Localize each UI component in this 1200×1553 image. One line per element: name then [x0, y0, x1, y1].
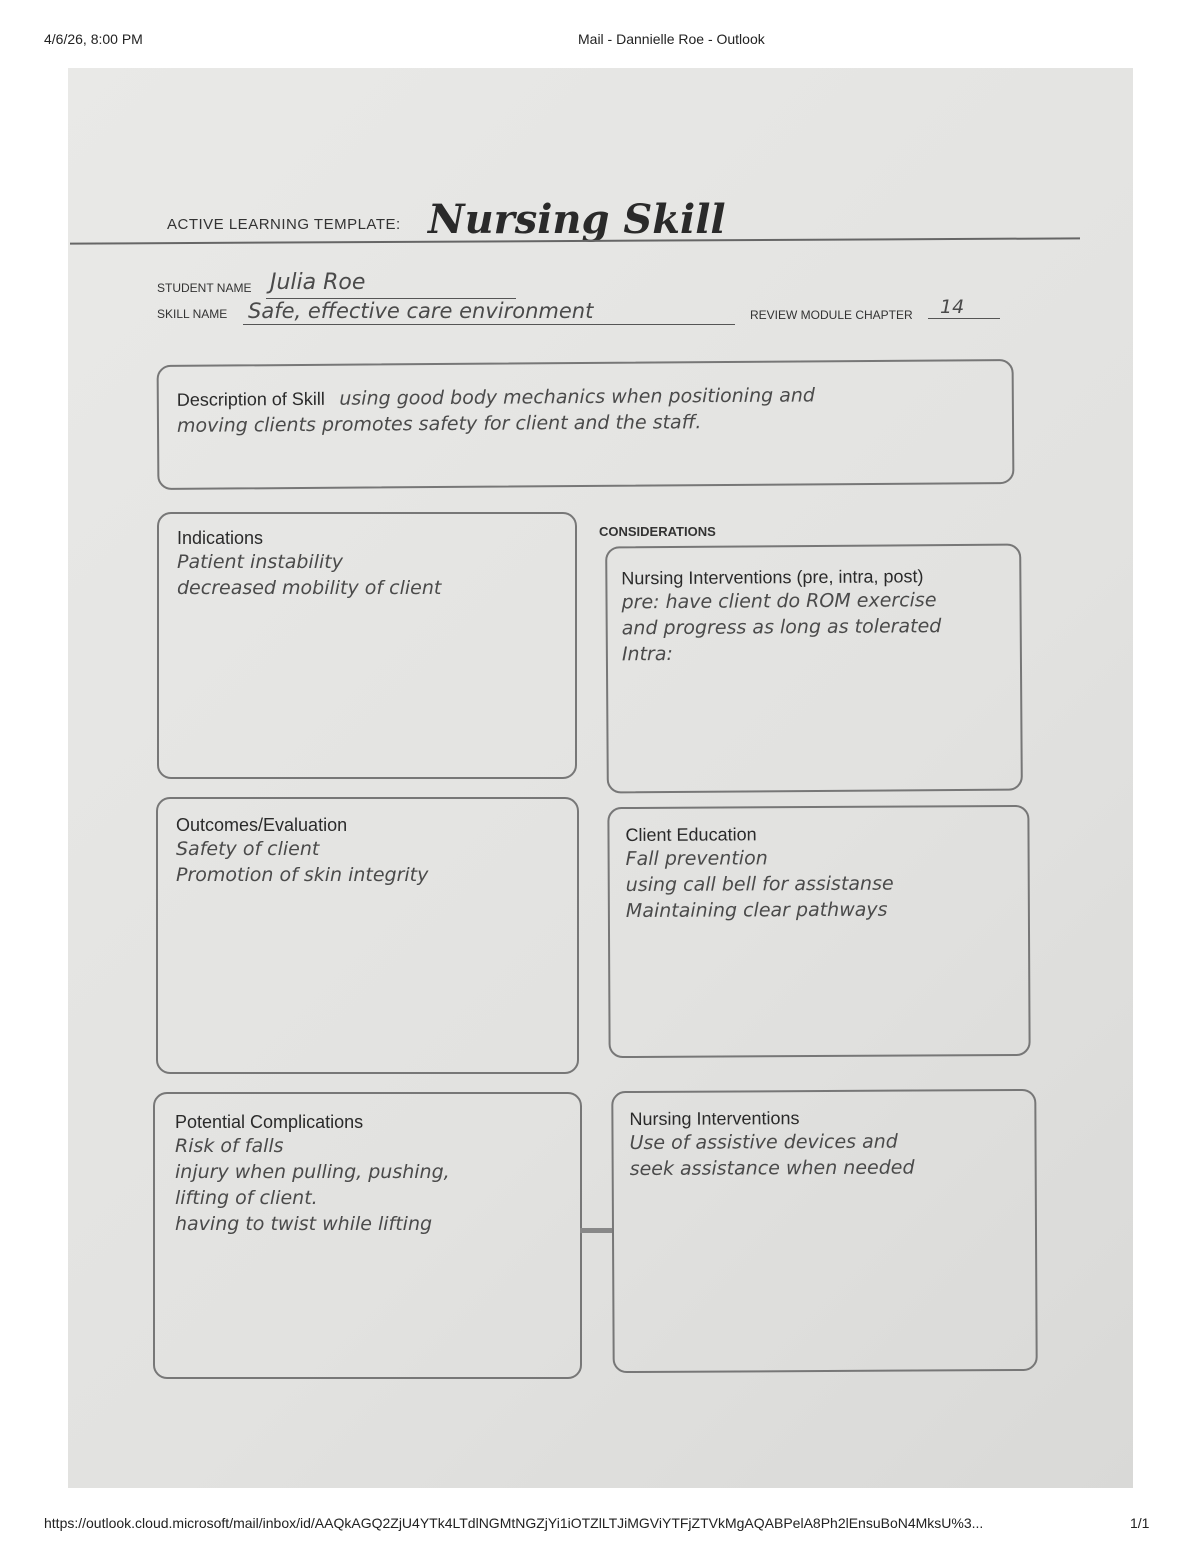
indications-title: Indications — [177, 528, 264, 548]
skill-name-value: Safe, effective care environment — [248, 299, 594, 323]
nursing-interventions-ppp-box — [605, 544, 1023, 794]
nursing-interventions-line: Use of assistive devices and — [629, 1130, 898, 1155]
document-photo — [68, 68, 1133, 1488]
description-line: moving clients promotes safety for client and the staff. — [176, 411, 702, 437]
nursing-interventions-ppp-line: pre: have client do ROM exercise — [621, 589, 937, 614]
complications-line: injury when pulling, pushing, — [175, 1161, 450, 1183]
chapter-label: REVIEW MODULE CHAPTER — [750, 308, 913, 322]
skill-name-line — [243, 324, 735, 325]
chapter-line — [928, 318, 1000, 319]
complications-line: Risk of falls — [175, 1135, 284, 1157]
nursing-interventions-ppp-line: and progress as long as tolerated — [621, 615, 942, 640]
skill-name-label: SKILL NAME — [157, 307, 228, 321]
chapter-value: 14 — [940, 296, 965, 318]
client-education-line: using call bell for assistanse — [625, 872, 894, 897]
nursing-interventions-box — [611, 1089, 1037, 1373]
indications-box — [157, 512, 577, 779]
nursing-interventions-line: seek assistance when needed — [629, 1156, 915, 1181]
client-education-title: Client Education — [625, 824, 757, 846]
nursing-interventions-ppp-title: Nursing Interventions (pre, intra, post) — [621, 566, 924, 589]
complications-box — [153, 1092, 582, 1379]
template-label: ACTIVE LEARNING TEMPLATE: — [167, 216, 401, 233]
nursing-interventions-title: Nursing Interventions — [629, 1108, 800, 1130]
student-name-label: STUDENT NAME — [157, 281, 252, 295]
outcomes-title: Outcomes/Evaluation — [176, 815, 348, 835]
template-title: Nursing Skill — [428, 196, 726, 243]
outcomes-line: Safety of client — [176, 838, 320, 860]
print-url: https://outlook.cloud.microsoft/mail/inbox/id/AAQkAGQ2ZjU4YTk4LTdlNGMtNGZjYi1iOTZlLTJiMGViYTFjZTVkMgAQABPelA8Ph2lEnsuBoN4MksU%3... — [44, 1515, 984, 1531]
outcomes-line: Promotion of skin integrity — [176, 864, 429, 886]
considerations-label: CONSIDERATIONS — [599, 524, 716, 539]
box-connector — [580, 1228, 612, 1233]
indications-line: Patient instability — [177, 551, 343, 573]
outcomes-box — [156, 797, 579, 1074]
student-name-value: Julia Roe — [270, 270, 366, 295]
complications-line: lifting of client. — [175, 1187, 318, 1209]
print-title: Mail - Dannielle Roe - Outlook — [578, 31, 765, 47]
print-page-number: 1/1 — [1130, 1515, 1150, 1531]
complications-line: having to twist while lifting — [175, 1213, 433, 1235]
client-education-line: Maintaining clear pathways — [625, 898, 888, 923]
description-box — [157, 359, 1015, 490]
complications-title: Potential Complications — [175, 1112, 364, 1132]
nursing-interventions-ppp-line: Intra: — [621, 642, 673, 666]
description-title: Description of Skill — [176, 388, 325, 410]
client-education-box — [607, 805, 1030, 1058]
print-datetime: 4/6/26, 8:00 PM — [44, 31, 143, 47]
indications-line: decreased mobility of client — [177, 577, 442, 599]
client-education-line: Fall prevention — [625, 847, 768, 871]
description-line: using good body mechanics when positioning and — [339, 384, 816, 410]
